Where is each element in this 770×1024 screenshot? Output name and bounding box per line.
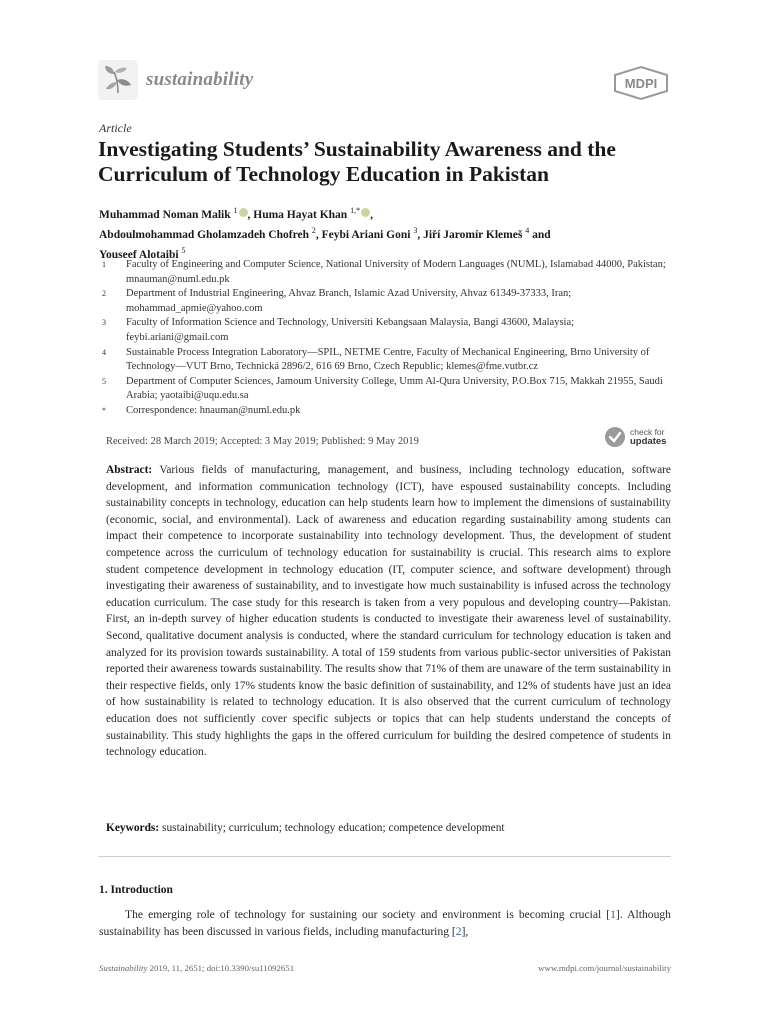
author-affil-sup: 4 [525, 225, 530, 235]
check-updates-line1: check for [630, 427, 665, 437]
citation-link[interactable]: 2 [455, 925, 462, 938]
author-affil-sup: 2 [311, 225, 316, 235]
author-affil-sup: 1 [233, 206, 238, 215]
affiliation-text: Department of Computer Sciences, Jamoum University College, Umm Al-Qura University, P.O.Box 715, Makkah 21955, Saudi Arabia; yaotaibi@uqu.edu.sa [126, 375, 663, 402]
affiliation-item [102, 346, 677, 375]
publisher-name: MDPI [624, 76, 658, 91]
article-type: Article [99, 121, 132, 135]
section-heading: 1. Introduction [99, 884, 173, 896]
mdpi-logo-icon [612, 66, 670, 100]
author-separator: , [247, 208, 254, 221]
journal-header [98, 60, 253, 100]
affiliation-text: Faculty of Information Science and Technology, Universiti Kebangsaan Malaysia, Bangi 43600, Malaysia; feybi.ariani@gmail.com [126, 317, 575, 343]
affiliation-item [102, 375, 677, 404]
affiliation-number: 5 [102, 376, 106, 386]
footer-citation [99, 963, 294, 973]
keywords-label: Keywords: [106, 822, 160, 834]
author-separator: , [315, 228, 322, 241]
affiliation-number: 2 [102, 289, 106, 299]
affiliation-text: Faculty of Engineering and Computer Science, National University of Modern Languages (NUML), Islamabad 44000, Pakistan; mnauman@numl.edu.pk [126, 259, 666, 285]
keywords [106, 822, 671, 834]
affiliation-item [102, 258, 677, 287]
footer-journal: Sustainability [99, 963, 148, 973]
correspondence-text: Correspondence: hnauman@numl.edu.pk [126, 404, 301, 416]
citation-link[interactable]: 1 [610, 908, 616, 921]
abstract-text: Various fields of manufacturing, management, and business, including technology education, software development, and information communication technology (ICT), have espoused sustainability concepts. Including sustainability concepts in technology, education can help students learn how to implement the dimensions of sustainability (economic, social, and environmental). Lack of awareness and education regarding sustainability among students can impact their competence to incorporate sustainability into technology development. Thus, the development of student competence across the curriculum of technology education for sustainability is crucial. This research aims to explore student competence development in technology education (IT, computer science, and software development) through investigating their awareness of sustainability, and to investigate how much sustainability is infused across the technology education curriculum. The case study for this research is taken from a very populous and developing country—Pakistan. First, an in-depth survey of higher education students is conducted to investigate their awareness level of sustainability. Second, qualitative document analysis is conducted, where the standard curriculum for technology education is taken and analyzed for its provision towards sustainability. A total of 159 students from various public-sector universities of Pakistan reported their awareness towards sustainability. The results show that 71% of them are unaware of the term sustainability in their respective fields, only 17% students know the basic definition of sustainability, and 12% of students have just an idea of how sustainability is related to technology education. It is also observed that the current curriculum of technology education does not sufficiently cover specific subjects or topics that can help students understand the concepts of sustainability. This study highlights the gaps in the offered curriculum for building the desired competence of students in technology education. [106, 464, 671, 759]
intro-text: The emerging role of technology for sustaining our society and environment is becoming crucial [ [125, 908, 611, 921]
publication-dates: Received: 28 March 2019; Accepted: 3 May 2019; Published: 9 May 2019 [106, 436, 419, 447]
leaf-logo-icon [98, 60, 138, 100]
author-separator: , [370, 208, 373, 221]
orcid-icon[interactable] [239, 208, 248, 217]
introduction-paragraph [99, 906, 671, 940]
author-affil-sup: 3 [413, 225, 418, 235]
author-separator: and [529, 228, 551, 241]
abstract [106, 462, 671, 761]
check-for-updates-badge[interactable] [604, 426, 672, 448]
affiliation-list [102, 258, 677, 419]
author-name: Abdoulmohammad Gholamzadeh Chofreh [99, 228, 310, 241]
orcid-icon[interactable] [361, 208, 370, 217]
affiliation-text: Sustainable Process Integration Laboratory—SPIL, NETME Centre, Faculty of Mechanical Engineering, Brno University of Technology—VUT Brno, Technická 2896/2, 616 69 Brno, Czech Republic; klemes@fme.vutbr.cz [126, 346, 650, 373]
affiliation-item [102, 287, 677, 316]
author-affil-sup: 1,* [350, 206, 361, 215]
affiliation-number: * [102, 405, 106, 415]
keywords-text: sustainability; curriculum; technology education; competence development [162, 822, 505, 834]
affiliation-item [102, 404, 677, 419]
affiliation-text: Department of Industrial Engineering, Ahvaz Branch, Islamic Azad University, Ahvaz 61349-37333, Iran; mohammad_apmie@yahoo.com [126, 288, 572, 314]
author-name: Feybi Ariani Goni [321, 228, 411, 241]
abstract-label: Abstract: [106, 464, 153, 476]
intro-text: ]. Although sustainability has been discussed in various fields, including manufacturing [ [99, 908, 671, 938]
check-updates-icon [604, 426, 626, 448]
affiliation-number: 3 [102, 318, 106, 328]
affiliation-item [102, 316, 677, 345]
author-affil-sup: 5 [181, 245, 186, 255]
footer-url[interactable]: www.mdpi.com/journal/sustainability [538, 963, 671, 973]
footer-citation-text: 2019, 11, 2651; doi:10.3390/su11092651 [149, 963, 295, 973]
section-divider [98, 856, 671, 857]
author-separator: , [417, 228, 424, 241]
author-name: Huma Hayat Khan [253, 208, 348, 221]
author-list [99, 203, 689, 262]
author-name: Muhammad Noman Malik [99, 208, 231, 221]
paper-title: Investigating Students’ Sustainability Awareness and the Curriculum of Technology Education in Pakistan [98, 137, 616, 186]
intro-text: ], [461, 925, 469, 938]
author-name: Youseef Alotaibi [99, 248, 179, 261]
affiliation-number: 1 [102, 260, 106, 269]
author-name: Jiří Jaromír Klemeš [423, 228, 523, 241]
check-updates-line2: updates [630, 436, 667, 447]
affiliation-number: 4 [102, 347, 106, 357]
journal-name: sustainability [146, 69, 254, 90]
